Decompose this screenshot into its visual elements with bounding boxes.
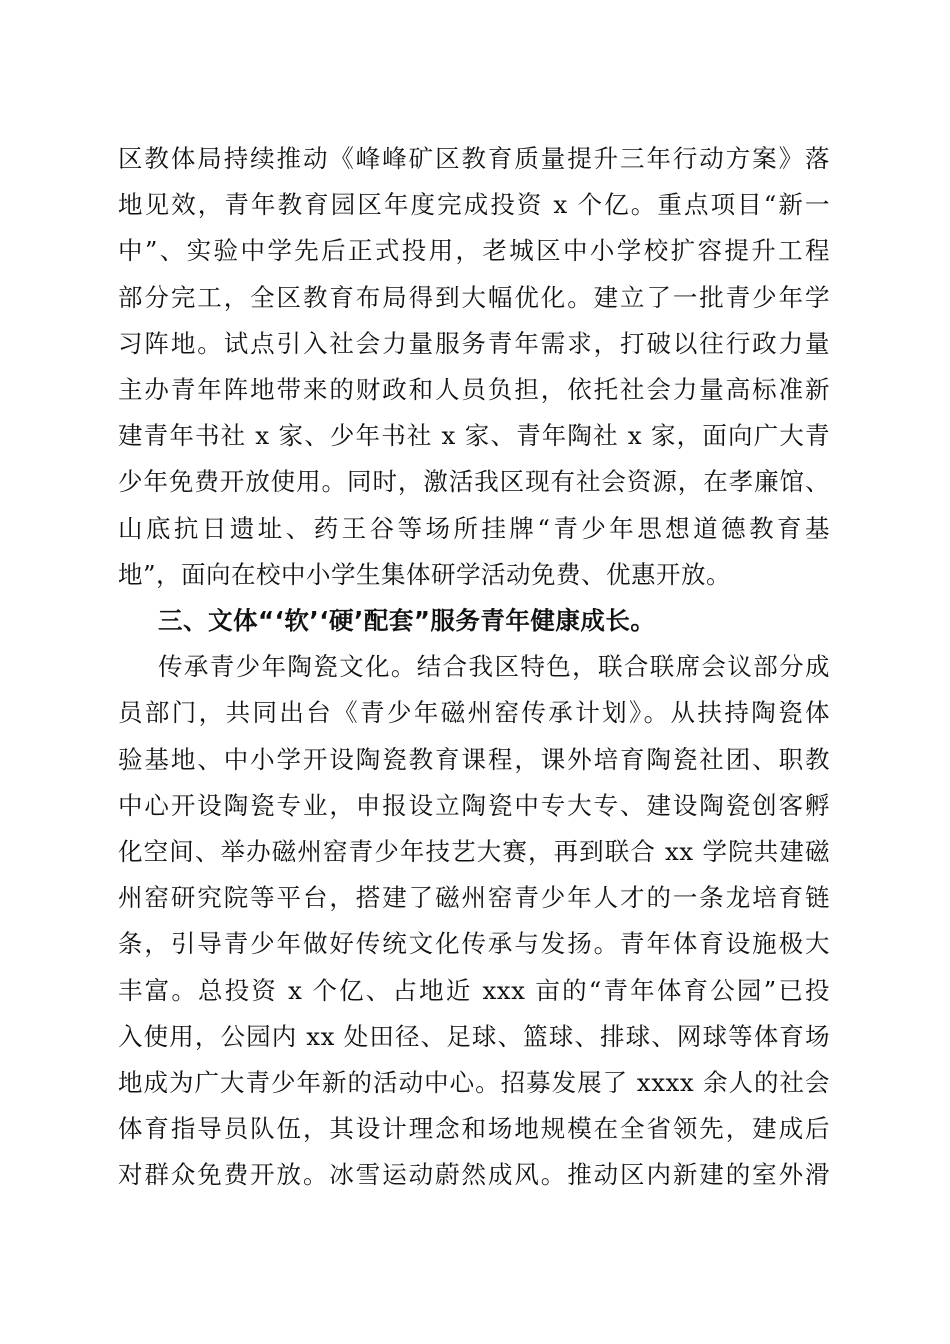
- paragraph-line: 中心开设陶瓷专业，申报设立陶瓷中专大专、建设陶瓷创客孵: [118, 790, 830, 820]
- paragraph-line: 习阵地。试点引入社会力量服务青年需求，打破以往行政力量: [118, 328, 830, 358]
- paragraph-line: 对群众免费开放。冰雪运动蔚然成风。推动区内新建的室外滑: [118, 1160, 830, 1190]
- paragraph-line: 丰富。总投资 x 个亿、占地近 xxx 亩的“青年体育公园”已投: [118, 975, 830, 1005]
- paragraph-line: 条，引导青少年做好传统文化传承与发扬。青年体育设施极大: [118, 929, 830, 959]
- paragraph-line: 州窑研究院等平台，搭建了磁州窑青少年人才的一条龙培育链: [118, 883, 830, 913]
- paragraph-line: 山底抗日遗址、药王谷等场所挂牌“青少年思想道德教育基: [118, 513, 830, 543]
- paragraph-line: 部分完工，全区教育布局得到大幅优化。建立了一批青少年学: [118, 282, 830, 312]
- document-body: [118, 136, 830, 1199]
- section-heading: 三、文体“‘软’‘硬’配套”服务青年健康成长。: [158, 606, 656, 636]
- paragraph-line: 化空间、举办磁州窑青少年技艺大赛，再到联合 xx 学院共建磁: [118, 837, 830, 867]
- paragraph-line: 验基地、中小学开设陶瓷教育课程，课外培育陶瓷社团、职教: [118, 744, 830, 774]
- paragraph-line: 少年免费开放使用。同时，激活我区现有社会资源，在孝廉馆、: [118, 467, 830, 497]
- paragraph-line: 中”、实验中学先后正式投用，老城区中小学校扩容提升工程: [118, 236, 830, 266]
- paragraph-line: 地”，面向在校中小学生集体研学活动免费、优惠开放。: [118, 559, 732, 589]
- paragraph-line: 地成为广大青少年新的活动中心。招募发展了 xxxx 余人的社会: [118, 1068, 830, 1098]
- paragraph-line: 主办青年阵地带来的财政和人员负担，依托社会力量高标准新: [118, 375, 830, 405]
- paragraph-line: 体育指导员队伍，其设计理念和场地规模在全省领先，建成后: [118, 1114, 830, 1144]
- paragraph-line: 建青年书社 x 家、少年书社 x 家、青年陶社 x 家，面向广大青: [118, 421, 830, 451]
- paragraph-line: 员部门，共同出台《青少年磁州窑传承计划》。从扶持陶瓷体: [118, 698, 830, 728]
- paragraph-line: 区教体局持续推动《峰峰矿区教育质量提升三年行动方案》落: [118, 144, 830, 173]
- paragraph-line: 传承青少年陶瓷文化。结合我区特色，联合联席会议部分成: [158, 652, 830, 682]
- paragraph-line: 地见效，青年教育园区年度完成投资 x 个亿。重点项目“新一: [118, 190, 830, 220]
- paragraph-line: 入使用，公园内 xx 处田径、足球、篮球、排球、网球等体育场: [118, 1021, 830, 1051]
